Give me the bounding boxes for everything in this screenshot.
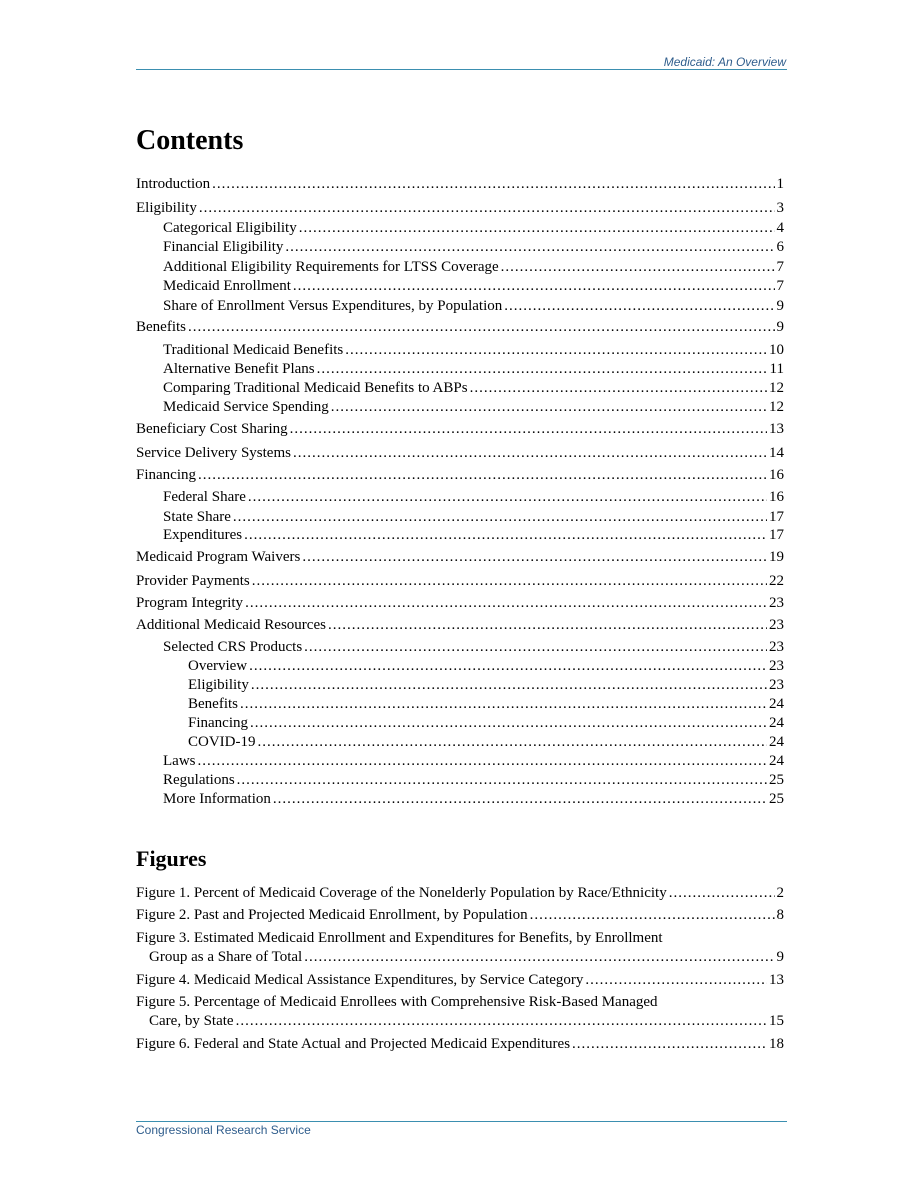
- toc-entry[interactable]: Categorical Eligibility ..... 4: [136, 219, 784, 237]
- toc-entry[interactable]: Laws ..... 24: [136, 752, 784, 770]
- contents-heading: Contents: [136, 125, 244, 156]
- figure-entry[interactable]: Group as a Share of Total ..... 9: [136, 948, 784, 966]
- toc-entry[interactable]: State Share ..... 17: [136, 508, 784, 526]
- toc-entry[interactable]: Selected CRS Products ..... 23: [136, 638, 784, 656]
- footer-publisher: Congressional Research Service: [136, 1123, 311, 1137]
- toc-entry[interactable]: Federal Share ..... 16: [136, 488, 784, 506]
- toc-entry[interactable]: Expenditures ..... 17: [136, 526, 784, 544]
- footer-rule: [136, 1121, 787, 1122]
- figure-entry[interactable]: Care, by State ..... 15: [136, 1012, 784, 1030]
- toc-entry[interactable]: Medicaid Enrollment ..... 7: [136, 277, 784, 295]
- toc-entry[interactable]: Beneficiary Cost Sharing ..... 13: [136, 420, 784, 438]
- figures-heading: Figures: [136, 846, 207, 871]
- figure-entry[interactable]: Figure 6. Federal and State Actual and Projected Medicaid Expenditures ..... 18: [136, 1035, 784, 1053]
- toc-entry[interactable]: Introduction ..... 1: [136, 175, 784, 193]
- toc-entry[interactable]: Benefits ..... 24: [136, 695, 784, 713]
- header-rule: [136, 69, 787, 70]
- toc-entry[interactable]: Overview ..... 23: [136, 657, 784, 675]
- toc-entry[interactable]: Benefits ..... 9: [136, 318, 784, 336]
- figure-entry[interactable]: Figure 4. Medicaid Medical Assistance Expenditures, by Service Category ..... 13: [136, 971, 784, 989]
- toc-entry[interactable]: Alternative Benefit Plans ..... 11: [136, 360, 784, 378]
- toc-entry[interactable]: Share of Enrollment Versus Expenditures, by Population ..... 9: [136, 297, 784, 315]
- toc-entry[interactable]: Medicaid Program Waivers ..... 19: [136, 548, 784, 566]
- toc-entry[interactable]: Financial Eligibility ..... 6: [136, 238, 784, 256]
- toc-entry[interactable]: Comparing Traditional Medicaid Benefits to ABPs ..... 12: [136, 379, 784, 397]
- toc-entry[interactable]: Traditional Medicaid Benefits ..... 10: [136, 341, 784, 359]
- toc-entry[interactable]: Financing ..... 24: [136, 714, 784, 732]
- toc-entry[interactable]: Financing ..... 16: [136, 466, 784, 484]
- toc-entry[interactable]: Eligibility ..... 23: [136, 676, 784, 694]
- figure-entry[interactable]: Figure 1. Percent of Medicaid Coverage of the Nonelderly Population by Race/Ethnicity ..... 2: [136, 884, 784, 902]
- figure-entry-line1[interactable]: Figure 3. Estimated Medicaid Enrollment and Expenditures for Benefits, by Enrollment: [136, 930, 663, 946]
- toc-entry[interactable]: Program Integrity ..... 23: [136, 594, 784, 612]
- toc-entry[interactable]: Additional Medicaid Resources ..... 23: [136, 616, 784, 634]
- toc-entry[interactable]: Medicaid Service Spending ..... 12: [136, 398, 784, 416]
- toc-entry[interactable]: More Information ..... 25: [136, 790, 784, 808]
- toc-entry[interactable]: Provider Payments ..... 22: [136, 572, 784, 590]
- toc-entry[interactable]: Eligibility ..... 3: [136, 199, 784, 217]
- toc-entry[interactable]: Regulations ..... 25: [136, 771, 784, 789]
- toc-entry[interactable]: COVID-19 ..... 24: [136, 733, 784, 751]
- figure-entry[interactable]: Figure 2. Past and Projected Medicaid Enrollment, by Population ..... 8: [136, 906, 784, 924]
- toc-entry[interactable]: Additional Eligibility Requirements for LTSS Coverage ..... 7: [136, 258, 784, 276]
- toc-entry[interactable]: Service Delivery Systems ..... 14: [136, 444, 784, 462]
- figure-entry-line1[interactable]: Figure 5. Percentage of Medicaid Enrollees with Comprehensive Risk-Based Managed: [136, 994, 658, 1010]
- running-header-title: Medicaid: An Overview: [663, 55, 786, 69]
